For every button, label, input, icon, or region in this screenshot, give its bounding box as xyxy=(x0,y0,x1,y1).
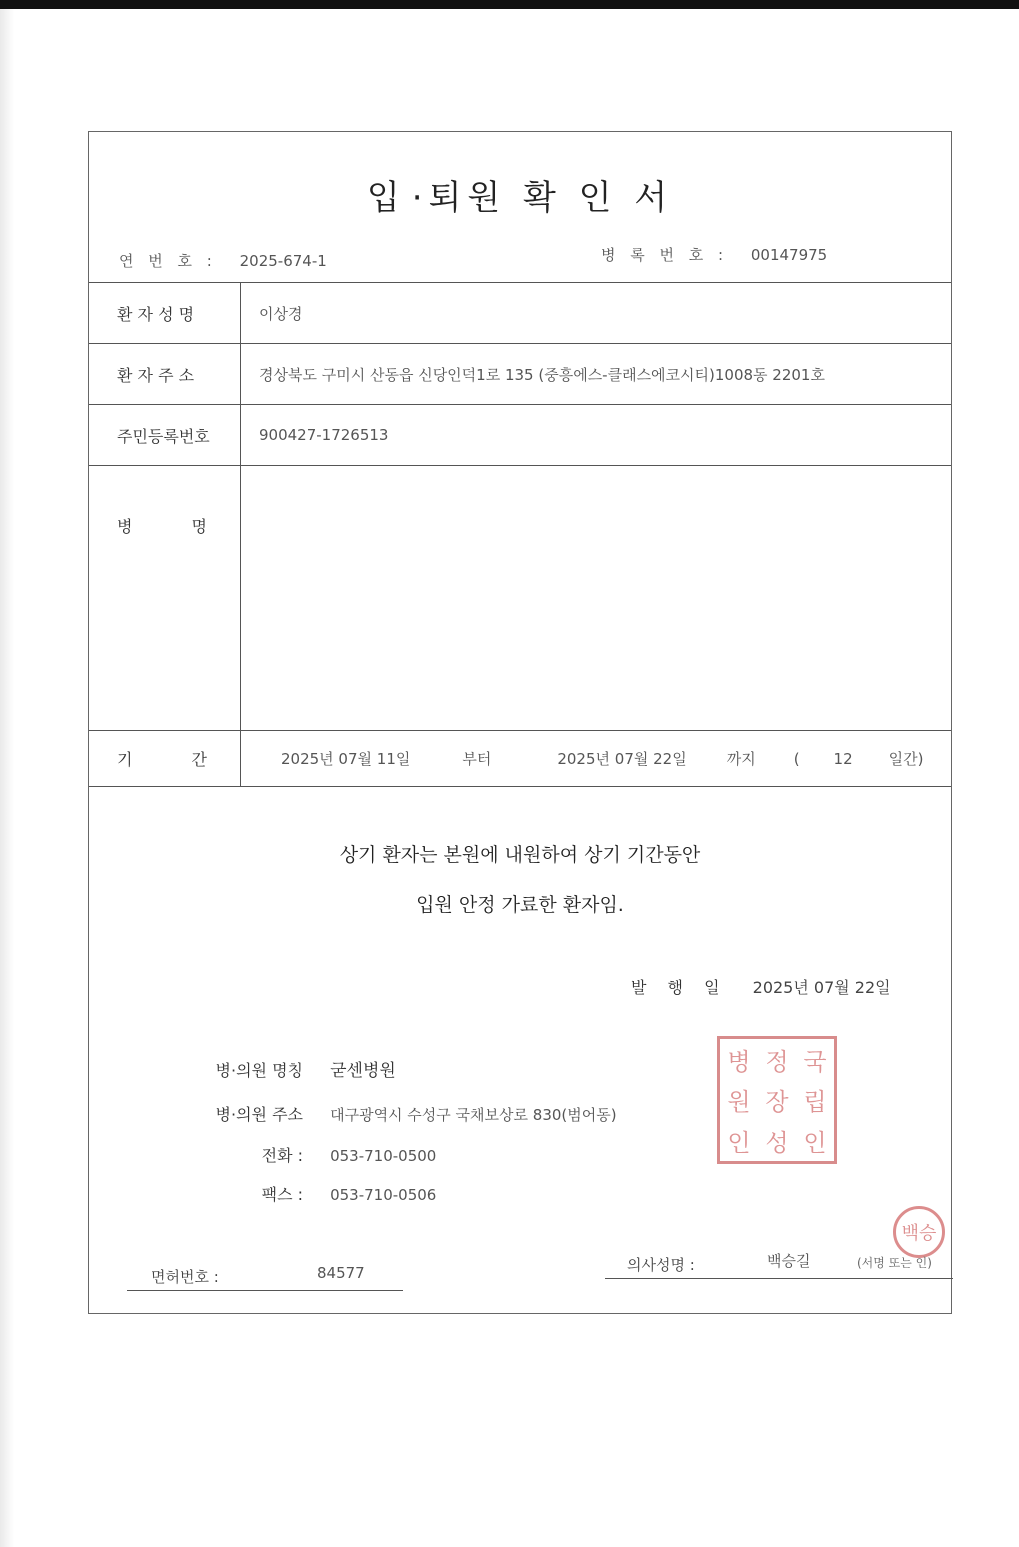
seal-char: 립 xyxy=(803,1088,827,1117)
table-row xyxy=(89,731,951,787)
period-label: 기 간 xyxy=(89,731,241,786)
doctor-name-value: 백승길 xyxy=(767,1252,811,1270)
document-title: 입 · 퇴원 확 인 서 xyxy=(366,178,674,218)
sign-hint: (서명 또는 인) xyxy=(857,1256,932,1270)
photo-top-edge xyxy=(0,0,1019,9)
photo-left-shadow xyxy=(0,9,14,1547)
seal-char: 정 xyxy=(765,1047,789,1076)
table-row xyxy=(89,344,951,405)
patient-address-value: 경상북도 구미시 산동읍 신당인덕1로 135 (중흥에스-클래스에코시티)1008동 2201호 xyxy=(259,365,825,384)
seal-char: 장 xyxy=(765,1088,789,1117)
seal-char: 국 xyxy=(803,1047,827,1076)
period-days: 12 xyxy=(833,749,853,768)
hospital-phone-value: 053-710-0500 xyxy=(330,1147,437,1165)
statement-line-2: 입원 안정 가료한 환자임. xyxy=(416,894,624,916)
period-open-paren: ( xyxy=(793,749,800,768)
doctor-name-label: 의사성명 : xyxy=(627,1256,695,1274)
hospital-address xyxy=(193,1102,617,1125)
hospital-address-label: 병·의원 주소 xyxy=(215,1105,303,1124)
serial-label: 연 번 호 : xyxy=(119,252,217,270)
period-days-suffix: 일간) xyxy=(888,750,924,768)
license-number xyxy=(127,1260,403,1291)
hospital-fax-value: 053-710-0506 xyxy=(330,1186,437,1204)
seal-char: 원 xyxy=(727,1088,751,1117)
hospital-seal-stamp xyxy=(717,1036,837,1164)
record-label: 병 록 번 호 : xyxy=(601,246,729,264)
hospital-name-label: 병·의원 명칭 xyxy=(215,1061,303,1080)
seal-char: 성 xyxy=(765,1129,789,1158)
issue-date-value: 2025년 07월 22일 xyxy=(752,978,891,997)
hospital-fax-label: 팩스 : xyxy=(261,1185,303,1204)
hospital-fax xyxy=(193,1182,436,1205)
resident-id-label: 주민등록번호 xyxy=(89,405,241,465)
period-until: 까지 xyxy=(726,750,756,768)
serial-value: 2025-674-1 xyxy=(239,252,327,270)
table-row xyxy=(89,405,951,466)
seal-char: 인 xyxy=(727,1129,751,1158)
hospital-name-value: 굳센병원 xyxy=(330,1061,396,1081)
table-row xyxy=(89,466,951,731)
patient-info-table xyxy=(89,282,951,787)
certificate-form xyxy=(88,131,952,1314)
period-value xyxy=(241,731,951,786)
seal-char: 인 xyxy=(803,1129,827,1158)
doctor-seal-stamp: 백승 xyxy=(893,1206,945,1258)
statement-line-1: 상기 환자는 본원에 내원하여 상기 기간동안 xyxy=(339,844,701,866)
patient-name-value: 이상경 xyxy=(259,304,303,323)
hospital-name xyxy=(193,1056,396,1081)
period-from: 부터 xyxy=(462,750,492,768)
doctor-name xyxy=(605,1248,953,1279)
issue-date xyxy=(631,975,891,998)
record-value: 00147975 xyxy=(750,246,828,264)
period-end: 2025년 07월 22일 xyxy=(557,750,687,768)
record-number xyxy=(601,244,827,265)
serial-number xyxy=(119,250,327,271)
license-label: 면허번호 : xyxy=(151,1268,219,1286)
seal-char: 병 xyxy=(727,1047,751,1076)
patient-name-label: 환 자 성 명 xyxy=(89,283,241,343)
hospital-phone xyxy=(193,1143,436,1166)
diagnosis-label: 병 명 xyxy=(89,466,241,730)
period-start: 2025년 07월 11일 xyxy=(281,750,411,768)
resident-id-value: 900427-1726513 xyxy=(259,426,389,444)
diagnosis-value xyxy=(241,466,951,730)
table-row xyxy=(89,283,951,344)
issue-date-label: 발 행 일 xyxy=(631,978,728,997)
hospital-phone-label: 전화 : xyxy=(261,1146,303,1165)
hospital-address-value: 대구광역시 수성구 국채보상로 830(범어동) xyxy=(330,1106,617,1124)
patient-address-label: 환 자 주 소 xyxy=(89,344,241,404)
license-value: 84577 xyxy=(317,1264,365,1282)
